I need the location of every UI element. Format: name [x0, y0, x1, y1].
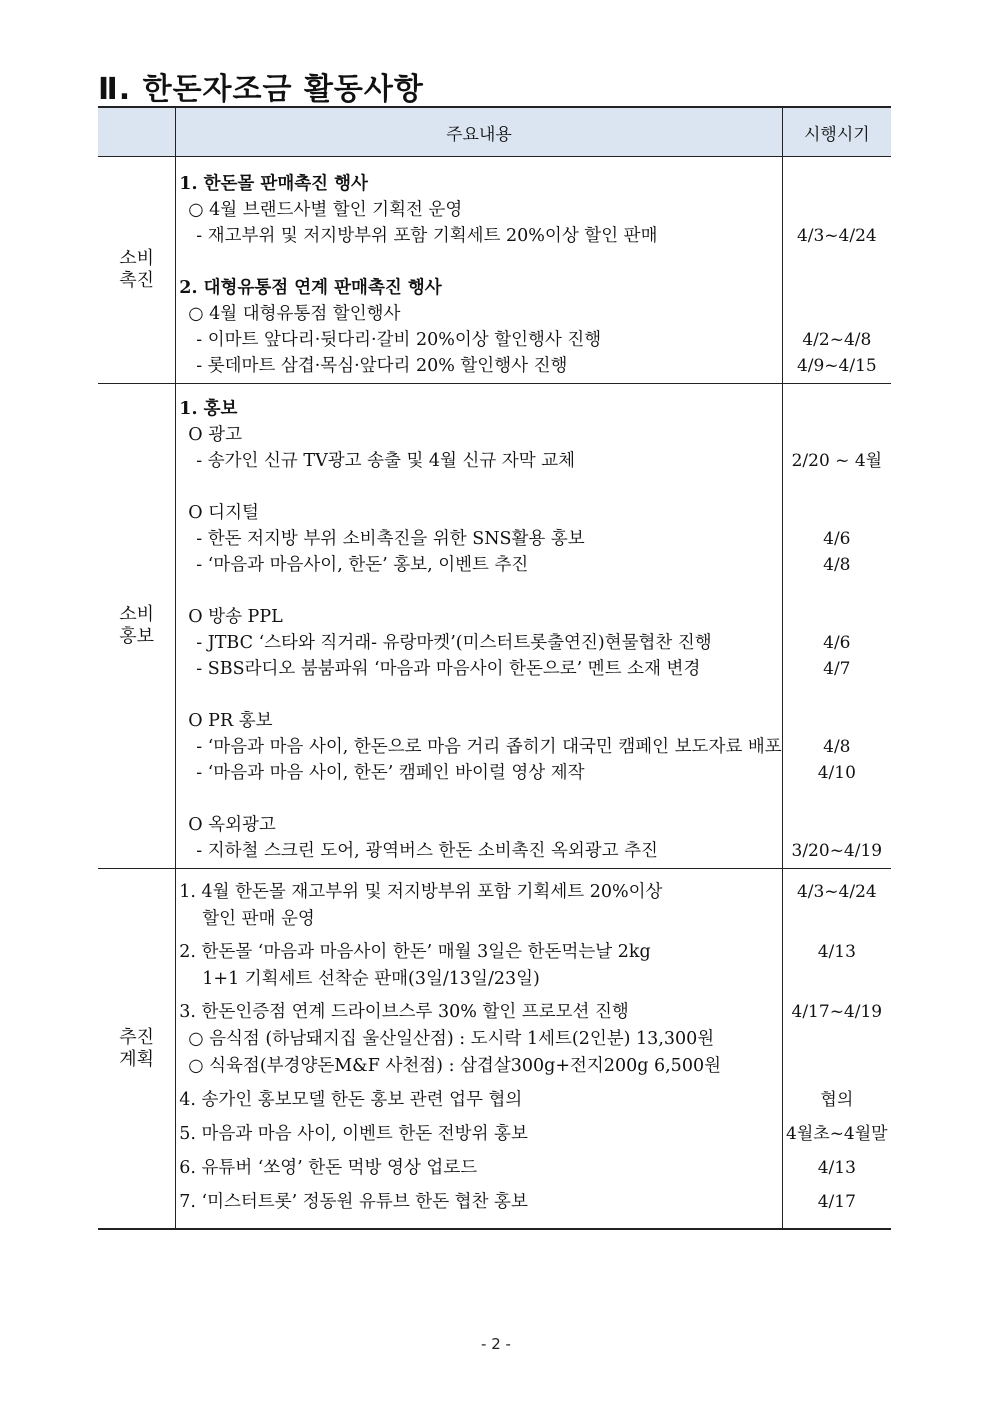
date-line: 3/20~4/19	[791, 841, 883, 861]
date-line: 4/9~4/15	[796, 356, 877, 376]
date-line	[783, 786, 891, 812]
date-line	[783, 275, 891, 301]
content-line: O 디지털	[188, 503, 259, 523]
section-dates	[782, 384, 891, 869]
content-line: O PR 홍보	[188, 711, 273, 731]
date-line: 4/8	[823, 737, 851, 757]
date-line: 4/6	[823, 633, 851, 653]
content-line: 1. 홍보	[179, 399, 238, 419]
content-line: ○ 4월 대형유통점 할인행사	[188, 304, 401, 324]
spacer-line	[176, 682, 781, 708]
content-line: - ‘마음과 마음 사이, 한돈으로 마음 거리 좁히기 대국민 캠페인 보도자료 배포	[196, 737, 782, 757]
content-line: - 재고부위 및 저지방부위 포함 기획세트 20%이상 할인 판매	[196, 226, 658, 246]
date-line	[783, 906, 891, 933]
content-line: - 롯데마트 삼겹·목심·앞다리 20% 할인행사 진행	[196, 356, 568, 376]
activity-table	[98, 106, 891, 1230]
date-line	[783, 422, 891, 448]
date-line: 4월초~4월말	[786, 1124, 888, 1144]
section-category	[98, 157, 176, 384]
content-line: 3. 한돈인증점 연계 드라이브스루 30% 할인 프로모션 진행	[179, 1002, 629, 1022]
spacer-line	[176, 474, 781, 500]
date-line: 협의	[820, 1090, 854, 1110]
date-line	[783, 500, 891, 526]
content-line: - 이마트 앞다리·뒷다리·갈비 20%이상 할인행사 진행	[196, 330, 602, 350]
date-line	[783, 604, 891, 630]
section-category	[98, 869, 176, 1230]
category-line: 홍보	[119, 626, 155, 647]
date-line	[783, 197, 891, 223]
date-line	[783, 301, 891, 327]
header-content: 주요내용	[176, 107, 782, 157]
content-line: 7. ‘미스터트롯’ 정동원 유튜브 한돈 협찬 홍보	[179, 1192, 528, 1212]
content-line: ○ 음식점 (하남돼지집 울산일산점) : 도시락 1세트(2인분) 13,300원	[188, 1029, 715, 1049]
spacer-line	[176, 578, 781, 604]
section-content	[176, 869, 782, 1230]
content-line: 5. 마음과 마음 사이, 이벤트 한돈 전방위 홍보	[179, 1124, 528, 1144]
table-section-row	[98, 157, 891, 384]
date-line: 4/10	[817, 763, 856, 783]
content-line: - 지하철 스크린 도어, 광역버스 한돈 소비촉진 옥외광고 추진	[196, 841, 658, 861]
date-line	[783, 966, 891, 993]
content-line: - SBS라디오 붐붐파워 ‘마음과 마음사이 한돈으로’ 멘트 소재 변경	[196, 659, 701, 679]
spacer-line	[176, 786, 781, 812]
date-line	[783, 708, 891, 734]
content-line: - 송가인 신규 TV광고 송출 및 4월 신규 자막 교체	[196, 451, 576, 471]
date-line	[783, 396, 891, 422]
content-line: 4. 송가인 홍보모델 한돈 홍보 관련 업무 협의	[179, 1090, 523, 1110]
content-line: 할인 판매 운영	[202, 909, 315, 929]
section-content	[176, 384, 782, 869]
section-dates	[782, 157, 891, 384]
section-content	[176, 157, 782, 384]
category-line: 소비	[119, 604, 155, 625]
content-line: - ‘마음과 마음 사이, 한돈’ 캠페인 바이럴 영상 제작	[196, 763, 585, 783]
date-line	[783, 249, 891, 275]
content-line: 1. 한돈몰 판매촉진 행사	[179, 174, 368, 194]
content-line: 2. 대형유통점 연계 판매촉진 행사	[179, 278, 442, 298]
date-line: 4/2~4/8	[802, 330, 872, 350]
content-line: O 방송 PPL	[188, 607, 283, 627]
table-header-row	[98, 107, 891, 157]
table-section-row	[98, 869, 891, 1230]
date-line	[783, 812, 891, 838]
date-line: 2/20 ~ 4월	[791, 451, 883, 471]
content-line: - 한돈 저지방 부위 소비촉진을 위한 SNS활용 홍보	[196, 529, 585, 549]
date-line	[783, 1026, 891, 1053]
date-line: 4/17	[817, 1192, 856, 1212]
content-line: O 광고	[188, 425, 242, 445]
date-line: 4/8	[823, 555, 851, 575]
date-line: 4/13	[817, 942, 856, 962]
content-line: - ‘마음과 마음사이, 한돈’ 홍보, 이벤트 추진	[196, 555, 529, 575]
content-line: 1. 4월 한돈몰 재고부위 및 저지방부위 포함 기획세트 20%이상	[179, 882, 663, 902]
header-category	[98, 107, 176, 157]
date-line	[783, 171, 891, 197]
section-dates	[782, 869, 891, 1230]
category-line: 소비	[119, 248, 155, 269]
header-date: 시행시기	[782, 107, 891, 157]
content-line: 2. 한돈몰 ‘마음과 마음사이 한돈’ 매월 3일은 한돈먹는날 2kg	[179, 942, 651, 962]
date-line: 4/7	[823, 659, 851, 679]
date-line	[783, 578, 891, 604]
table-section-row	[98, 384, 891, 869]
section-category	[98, 384, 176, 869]
date-line: 4/17~4/19	[791, 1002, 883, 1022]
date-line: 4/13	[817, 1158, 856, 1178]
content-line: 6. 유튜버 ‘쏘영’ 한돈 먹방 영상 업로드	[179, 1158, 478, 1178]
category-line: 촉진	[119, 270, 155, 291]
page-number: - 2 -	[481, 1335, 511, 1353]
spacer-line	[176, 249, 781, 275]
page-title: Ⅱ. 한돈자조금 활동사항	[98, 72, 424, 107]
date-line: 4/3~4/24	[796, 882, 877, 902]
date-line	[783, 1053, 891, 1080]
content-line: ○ 4월 브랜드사별 할인 기획전 운영	[188, 200, 463, 220]
content-line: ○ 식육점(부경양돈M&F 사천점) : 삼겹살300g+전지200g 6,500원	[188, 1056, 721, 1076]
content-line: 1+1 기획세트 선착순 판매(3일/13일/23일)	[202, 969, 540, 989]
content-line: O 옥외광고	[188, 815, 276, 835]
date-line: 4/3~4/24	[796, 226, 877, 246]
date-line	[783, 474, 891, 500]
date-line	[783, 682, 891, 708]
content-line: - JTBC ‘스타와 직거래- 유랑마켓’(미스터트롯출연진)현물협찬 진행	[196, 633, 712, 653]
category-line: 추진	[119, 1026, 155, 1048]
date-line: 4/6	[823, 529, 851, 549]
category-line: 계획	[119, 1048, 155, 1070]
